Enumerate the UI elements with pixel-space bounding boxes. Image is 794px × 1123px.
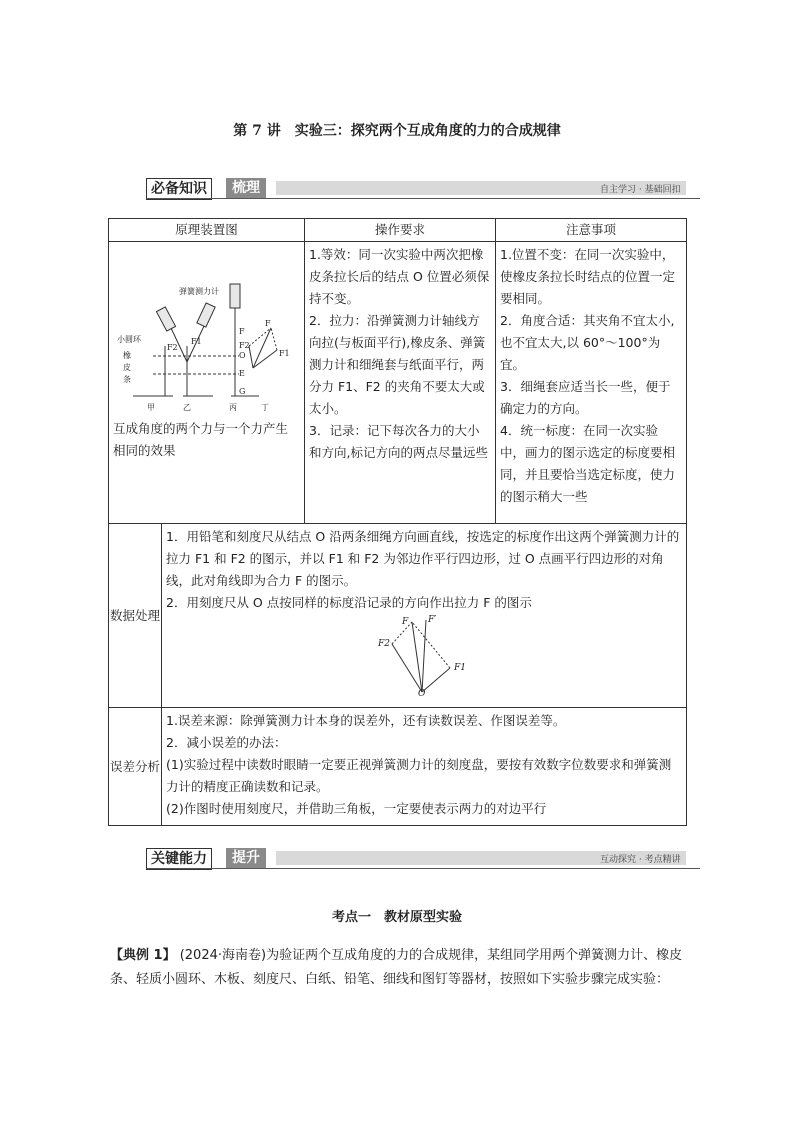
example-source: (2024·海南卷) — [179, 948, 267, 963]
pfig-label-f1: F1 — [454, 663, 466, 673]
banner-rule — [146, 198, 700, 199]
section-heading: 考点一 教材原型实验 — [331, 910, 462, 925]
fig-label-ding: 丁 — [261, 403, 269, 412]
fig-label-rubber-1: 橡 — [123, 351, 131, 360]
header-notes: 注意事项 — [496, 219, 687, 242]
apparatus-figure — [113, 246, 299, 418]
fig-label-d-f2: F2 — [239, 341, 250, 350]
fig-label-spring-scale: 弹簧测力计 — [179, 287, 219, 296]
note-item: 2．角度合适：其夹角不宜太小,也不宜太大,以 60°～100°为宜。 — [500, 313, 675, 372]
pfig-label-o: O — [418, 689, 426, 696]
data-item: 1．用铅笔和刻度尺从结点 O 沿两条细绳方向画直线，按选定的标度作出这两个弹簧测力计的拉力 F1 和 F2 的图示，并以 F1 和 F2 为邻边作平行四边形，过 O 点画平行四边形的对角线，此对角线即为合力 F 的图示。 — [166, 529, 680, 588]
data-item: 2．用刻度尺从 O 点按同样的标度沿记录的方向作出拉力 F 的图示 — [166, 595, 532, 610]
example-lead: 【典例 1】 — [110, 948, 176, 963]
error-item: (2)作图时使用刻度尺，并借助三角板，一定要使表示两力的对边平行 — [166, 801, 547, 816]
operation-cell — [305, 242, 496, 524]
fig-label-rubber-2: 皮 — [123, 363, 131, 372]
error-item: 1.误差来源：除弹簧测力计本身的误差外，还有读数误差、作图误差等。 — [166, 713, 566, 728]
header-principle: 原理装置图 — [109, 219, 305, 242]
fig-label-jia: 甲 — [147, 403, 155, 412]
op-item: 3．记录：记下每次各力的大小和方向,标记方向的两点尽量远些 — [309, 423, 488, 460]
header-operation: 操作要求 — [305, 219, 496, 242]
note-item: 4．统一标度：在同一次实验中，画力的图示选定的标度要相同，并且要恰当选定标度，使力的图示稍大一些 — [500, 423, 676, 504]
page-title: 第 7 讲 实验三：探究两个互成角度的力的合成规律 — [233, 123, 561, 139]
fig-label-d-f: F — [265, 319, 271, 328]
summary-table — [108, 218, 687, 826]
data-label: 数据处理 — [109, 524, 162, 708]
banner-tag: 互动探究 · 考点精讲 — [600, 855, 681, 865]
fig-label-e: E — [239, 369, 245, 378]
banner-highlight: 梳理 — [226, 178, 266, 198]
banner-tag: 自主学习 · 基础回扣 — [600, 185, 681, 195]
fig-label-o: O — [239, 351, 246, 360]
data-cell — [162, 524, 687, 708]
banner-rule — [146, 868, 700, 869]
banner-label: 关键能力 — [146, 848, 212, 870]
fig-label-f2: F2 — [167, 343, 178, 352]
note-item: 1.位置不变：在同一次实验中，使橡皮条拉长时结点的位置一定要相同。 — [500, 247, 676, 306]
fig-label-d-f1: F1 — [279, 349, 290, 358]
note-item: 3．细绳套应适当长一些，便于确定力的方向。 — [500, 379, 671, 416]
notes-cell — [496, 242, 687, 524]
fig-label-yi: 乙 — [183, 403, 191, 412]
example-paragraph — [110, 944, 690, 992]
fig-label-f1: F1 — [191, 337, 202, 346]
section-banner-knowledge — [146, 178, 700, 200]
error-label: 误差分析 — [109, 708, 162, 826]
fig-label-bing: 丙 — [229, 403, 237, 412]
figure-caption: 互成角度的两个力与一个力产生相同的效果 — [113, 421, 289, 458]
error-cell — [162, 708, 687, 826]
fig-label-g: G — [239, 387, 246, 396]
fig-label-ring: 小圆环 — [117, 335, 141, 344]
example-text: 为验证两个互成角度的力的合成规律，某组同学用两个弹簧测力计、橡皮条、轻质小圆环、木板、刻度尺、白纸、铅笔、细线和图钉等器材，按照如下实验步骤完成实验： — [110, 948, 683, 987]
banner-label: 必备知识 — [146, 178, 212, 200]
op-item: 2．拉力：沿弹簧测力计轴线方向拉(与板面平行),橡皮条、弹簧测力计和细绳套与纸面平行，两分力 F1、F2 的夹角不要太大或太小。 — [309, 313, 486, 416]
pfig-label-fprime: F′ — [428, 615, 437, 625]
principle-cell — [109, 242, 305, 524]
error-item: 2．减小误差的办法： — [166, 735, 287, 750]
pfig-label-f2: F2 — [378, 639, 390, 649]
banner-highlight: 提升 — [226, 848, 266, 868]
fig-label-f: F — [239, 327, 245, 336]
op-item: 1.等效：同一次实验中两次把橡皮条拉长后的结点 O 位置必须保持不变。 — [309, 247, 490, 306]
pfig-label-f: F — [402, 617, 409, 627]
error-item: (1)实验过程中读数时眼睛一定要正视弹簧测力计的刻度盘，要按有效数字位数要求和弹簧测力计的精度正确读数和记录。 — [166, 757, 672, 794]
section-banner-ability — [146, 848, 700, 870]
parallelogram-figure — [166, 614, 682, 696]
fig-label-rubber-3: 条 — [123, 375, 131, 384]
